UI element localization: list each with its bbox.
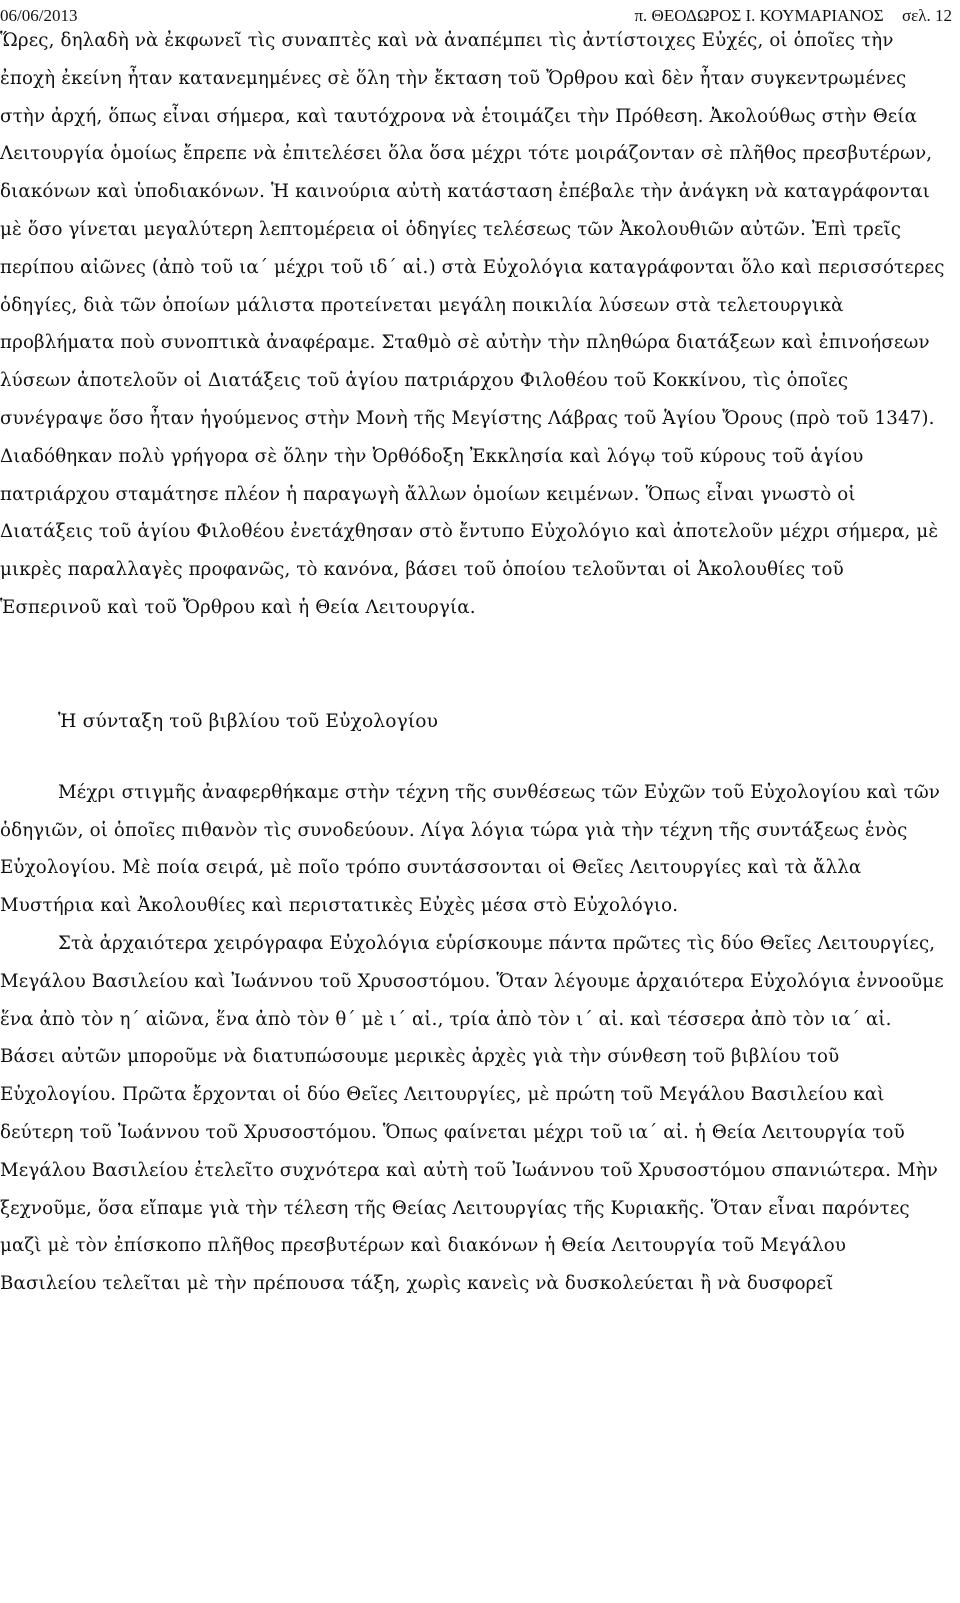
header-date: 06/06/2013: [0, 6, 78, 25]
paragraph-2: Μέχρι στιγμῆς ἀναφερθήκαμε στὴν τέχνη τῆς συνθέσεως τῶν Εὐχῶν τοῦ Εὐχολογίου καὶ τῶν ὁδηγιῶν, οἱ ὁποῖες πιθανὸν τὶς συνοδεύουν. Λίγα λόγια τώρα γιὰ τὴν τέχνη τῆς συντάξεως ἑνὸς Εὐχολογίου. Μὲ ποία σειρά, μὲ ποῖο τρόπο συντάσσονται οἱ Θεῖες Λειτουργίες καὶ τὰ ἄλλα Μυστήρια καὶ Ἀκολουθίες καὶ περιστατικὲς Εὐχὲς μέσα στὸ Εὐχολόγιο.: [0, 781, 941, 917]
section-title: Ἡ σύνταξη τοῦ βιβλίου τοῦ Εὐχολογίου: [58, 710, 439, 732]
header-author: π. ΘΕΟΔΩΡΟΣ Ι. ΚΟΥΜΑΡΙΑΝΟΣ: [634, 6, 884, 25]
paragraph-3: Στὰ ἀρχαιότερα χειρόγραφα Εὐχολόγια εὑρίσκουμε πάντα πρῶτες τὶς δύο Θεῖες Λειτουργίες, Μεγάλου Βασιλείου καὶ Ἰωάννου τοῦ Χρυσοστόμου. Ὅταν λέγουμε ἀρχαιότερα Εὐχολόγια ἐννοοῦμε ἕνα ἀπὸ τὸν η΄ αἰῶνα, ἕνα ἀπὸ τὸν θ΄ μὲ ι΄ αἰ., τρία ἀπὸ τὸν ι΄ αἰ. καὶ τέσσερα ἀπὸ τὸν ια΄ αἰ. Βάσει αὐτῶν μποροῦμε νὰ διατυπώσουμε μερικὲς ἀρχὲς γιὰ τὴν σύνθεση τοῦ βιβλίου τοῦ Εὐχολογίου. Πρῶτα ἔρχονται οἱ δύο Θεῖες Λειτουργίες, μὲ πρώτη τοῦ Μεγάλου Βασιλείου καὶ δεύτερη τοῦ Ἰωάννου τοῦ Χρυσοστόμου. Ὅπως φαίνεται μέχρι τοῦ ια΄ αἰ. ἡ Θεία Λειτουργία τοῦ Μεγάλου Βασιλείου ἐτελεῖτο συχνότερα καὶ αὐτὴ τοῦ Ἰωάννου τοῦ Χρυσοστόμου σπανιώτερα. Μὴν ξεχνοῦμε, ὅσα εἴπαμε γιὰ τὴν τέλεση τῆς Θείας Λειτουργίας τῆς Κυριακῆς. Ὅταν εἶναι παρόντες μαζὶ μὲ τὸν ἐπίσκοπο πλῆθος πρεσβυτέρων καὶ διακόνων ἡ Θεία Λειτουργία τοῦ Μεγάλου Βασιλείου τελεῖται μὲ τὴν πρέπουσα τάξη, χωρὶς κανεὶς νὰ δυσκολεύεται ἢ νὰ δυσφορεῖ: [0, 932, 944, 1295]
header-page-number: σελ. 12: [901, 6, 952, 25]
paragraph-1: Ὥρες, δηλαδὴ νὰ ἐκφωνεῖ τὶς συναπτὲς καὶ νὰ ἀναπέμπει τὶς ἀντίστοιχες Εὐχές, οἱ ὁποῖες τὴν ἐποχὴ ἐκείνη ἦταν κατανεμημένες σὲ ὅλη τὴν ἔκταση τοῦ Ὄρθρου καὶ δὲν ἦταν συγκεντρωμένες στὴν ἀρχή, ὅπως εἶναι σήμερα, καὶ ταυτόχρονα νὰ ἑτοιμάζει τὴν Πρόθεση. Ἀκολούθως στὴν Θεία Λειτουργία ὁμοίως ἔπρεπε νὰ ἐπιτελέσει ὅλα ὅσα μέχρι τότε μοιράζονταν σὲ πλῆθος πρεσβυτέρων, διακόνων καὶ ὑποδιακόνων. Ἡ καινούρια αὐτὴ κατάσταση ἐπέβαλε τὴν ἀνάγκη νὰ καταγράφονται μὲ ὅσο γίνεται μεγαλύτερη λεπτομέρεια οἱ ὁδηγίες τελέσεως τῶν Ἀκολουθιῶν αὐτῶν. Ἐπὶ τρεῖς περίπου αἰῶνες (ἀπὸ τοῦ ια΄ μέχρι τοῦ ιδ΄ αἰ.) στὰ Εὐχολόγια καταγράφονται ὅλο καὶ περισσότερες ὁδηγίες, διὰ τῶν ὁποίων μάλιστα προτείνεται μεγάλη ποικιλία λύσεων στὰ τελετουργικὰ προβλήματα ποὺ συνοπτικὰ ἀναφέραμε. Σταθμὸ σὲ αὐτὴν τὴν πληθώρα διατάξεων καὶ ἐπινοήσεων λύσεων ἀποτελοῦν οἱ Διατάξεις τοῦ ἁγίου πατριάρχου Φιλοθέου τοῦ Κοκκίνου, τὶς ὁποῖες συνέγραψε ὅσο ἦταν ἡγούμενος στὴν Μονὴ τῆς Μεγίστης Λάβρας τοῦ Ἁγίου Ὄρους (πρὸ τοῦ 1347). Διαδόθηκαν πολὺ γρήγορα σὲ ὅλην τὴν Ὀρθόδοξη Ἐκκλησία καὶ λόγῳ τοῦ κύρους τοῦ ἁγίου πατριάρχου σταμάτησε πλέον ἡ παραγωγὴ ἄλλων ὁμοίων κειμένων. Ὅπως εἶναι γνωστὸ οἱ Διατάξεις τοῦ ἁγίου Φιλοθέου ἐνετάχθησαν στὸ ἔντυπο Εὐχολόγιο καὶ ἀποτελοῦν μέχρι σήμερα, μὲ μικρὲς παραλλαγὲς προφανῶς, τὸ κανόνα, βάσει τοῦ ὁποίου τελοῦνται οἱ Ἀκολουθίες τοῦ Ἑσπερινοῦ καὶ τοῦ Ὄρθρου καὶ ἡ Θεία Λειτουργία.: [0, 30, 945, 618]
page-content: [0, 22, 948, 1303]
